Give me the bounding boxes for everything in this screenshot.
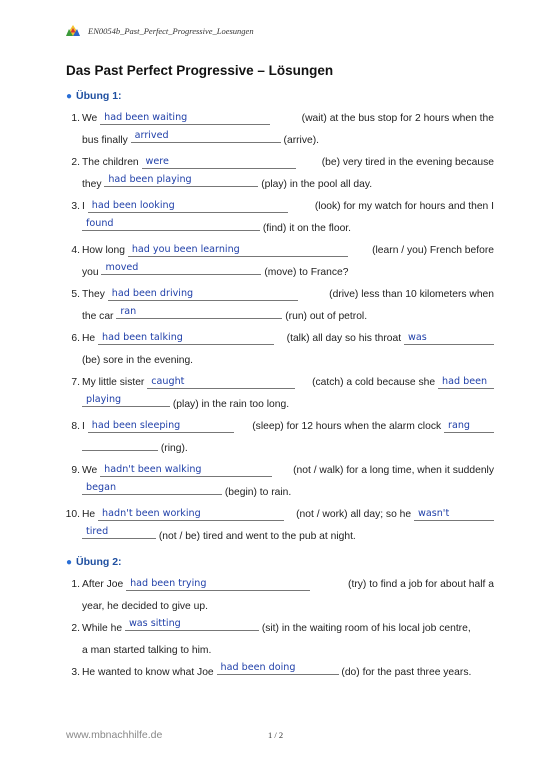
item-text: (not / walk) for a long time, when it suddenly [293, 465, 494, 476]
answer-blank[interactable]: moved [101, 261, 261, 275]
item-text: How long [82, 245, 125, 256]
footer-website: www.mbnachhilfe.de [66, 729, 163, 741]
answer-blank[interactable]: was [404, 331, 494, 345]
section-heading-uebung-1 [66, 90, 122, 102]
bullet-icon: ● [66, 90, 73, 102]
item-text: (ring). [160, 443, 188, 454]
answer-blank[interactable]: hadn't been working [98, 507, 284, 521]
exercise-item-6 [62, 328, 494, 372]
answer-blank[interactable]: had been playing [104, 173, 258, 187]
item-text: He [82, 509, 96, 520]
item-text: (find) it on the floor. [262, 223, 352, 234]
answer-blank[interactable]: had you been learning [128, 243, 348, 257]
item-text: We [82, 113, 98, 124]
exercise-item-1 [62, 108, 494, 152]
item-line [62, 196, 494, 218]
item-text: you [82, 267, 99, 278]
item-text: (talk) all day so his throat [286, 333, 402, 344]
item-text: (try) to find a job for about half a [348, 579, 494, 590]
answer-blank[interactable]: was sitting [125, 617, 259, 631]
answer-blank[interactable]: hadn't been walking [100, 463, 272, 477]
item-line [62, 174, 494, 196]
item-line [62, 438, 494, 460]
item-text: They [82, 289, 105, 300]
item-number: 7. [71, 377, 80, 388]
item-text: I [82, 421, 85, 432]
item-text: (sleep) for 12 hours when the alarm clock [252, 421, 442, 432]
item-text: The children [82, 157, 139, 168]
page-title: Das Past Perfect Progressive – Lösungen [66, 63, 334, 78]
item-line [62, 662, 494, 684]
answer-blank[interactable]: had been talking [98, 331, 274, 345]
item-text: (look) for my watch for hours and then I [314, 201, 494, 212]
answer-blank[interactable]: tired [82, 525, 156, 539]
item-text: We [82, 465, 98, 476]
item-text: (learn / you) French before [372, 245, 494, 256]
answer-blank[interactable]: ran [116, 305, 282, 319]
item-text: (play) in the rain too long. [172, 399, 290, 410]
item-text: (be) very tired in the evening because [321, 157, 494, 168]
answer-blank[interactable]: found [82, 217, 260, 231]
item-line [62, 152, 494, 174]
item-text: (play) in the pool all day. [261, 179, 373, 190]
item-line [62, 416, 494, 438]
item-text: year, he decided to give up. [82, 601, 208, 612]
item-line [62, 372, 494, 394]
item-line [62, 574, 494, 596]
item-text: I [82, 201, 85, 212]
answer-blank[interactable]: were [142, 155, 296, 169]
item-line [62, 640, 494, 662]
answer-blank[interactable]: caught [147, 375, 295, 389]
item-line [62, 108, 494, 130]
item-text: the car [82, 311, 114, 322]
answer-blank[interactable]: had been trying [126, 577, 310, 591]
item-line [62, 460, 494, 482]
item-number: 3. [71, 667, 80, 678]
item-text: (arrive). [283, 135, 320, 146]
item-text: (begin) to rain. [224, 487, 292, 498]
exercise-item-9 [62, 460, 494, 504]
answer-blank-empty[interactable] [82, 437, 158, 451]
item-text: (do) for the past three years. [341, 667, 472, 678]
item-text: (sit) in the waiting room of his local job centre, [261, 623, 471, 634]
answer-blank[interactable]: had been looking [88, 199, 288, 213]
item-text: My little sister [82, 377, 145, 388]
exercise-item-7 [62, 372, 494, 416]
item-text: (move) to France? [264, 267, 349, 278]
section-label: Übung 2: [76, 556, 122, 568]
item-text: bus finally [82, 135, 128, 146]
item-text: He wanted to know what Joe [82, 667, 214, 678]
exercise-item-4 [62, 240, 494, 284]
item-number: 1. [71, 579, 80, 590]
item-text: a man started talking to him. [82, 645, 212, 656]
item-number: 6. [71, 333, 80, 344]
item-line [62, 262, 494, 284]
answer-blank[interactable]: had been doing [217, 661, 339, 675]
exercise2-item-3 [62, 662, 494, 684]
item-text: (be) sore in the evening. [82, 355, 194, 366]
answer-blank[interactable]: had been [438, 375, 494, 389]
item-line [62, 596, 494, 618]
item-line [62, 504, 494, 526]
item-number: 8. [71, 421, 80, 432]
item-line [62, 240, 494, 262]
item-text: While he [82, 623, 123, 634]
item-text: (wait) at the bus stop for 2 hours when the [301, 113, 494, 124]
bullet-icon: ● [66, 556, 73, 568]
item-line [62, 284, 494, 306]
item-number: 3. [71, 201, 80, 212]
item-text: (not / work) all day; so he [296, 509, 412, 520]
item-text: He [82, 333, 96, 344]
item-line [62, 526, 494, 548]
item-line [62, 218, 494, 240]
item-number: 2. [71, 157, 80, 168]
answer-blank[interactable]: had been driving [108, 287, 298, 301]
exercise-item-5 [62, 284, 494, 328]
answer-blank[interactable]: wasn't [414, 507, 494, 521]
item-line [62, 306, 494, 328]
item-number: 2. [71, 623, 80, 634]
item-number: 10. [65, 509, 80, 520]
item-text: (catch) a cold because she [312, 377, 436, 388]
exercise2-item-2 [62, 618, 494, 662]
answer-blank[interactable]: playing [82, 393, 170, 407]
answer-blank[interactable]: arrived [131, 129, 281, 143]
section-label: Übung 1: [76, 90, 122, 102]
item-line [62, 350, 494, 372]
exercise-item-10 [62, 504, 494, 548]
item-number: 4. [71, 245, 80, 256]
exercise-item-2 [62, 152, 494, 196]
item-number: 1. [71, 113, 80, 124]
item-text: (drive) less than 10 kilometers when [329, 289, 494, 300]
item-text: After Joe [82, 579, 124, 590]
item-line [62, 328, 494, 350]
answer-blank[interactable]: rang [444, 419, 494, 433]
answer-blank[interactable]: began [82, 481, 222, 495]
section-heading-uebung-2 [66, 556, 122, 568]
exercise-item-3 [62, 196, 494, 240]
item-line [62, 618, 494, 640]
item-text: (not / be) tired and went to the pub at night. [158, 531, 356, 542]
item-text: (run) out of petrol. [285, 311, 368, 322]
exercise-item-8 [62, 416, 494, 460]
header-filename: EN0054b_Past_Perfect_Progressive_Loesungen [88, 26, 254, 36]
answer-blank[interactable]: had been sleeping [88, 419, 234, 433]
mb-logo-icon [66, 25, 80, 36]
item-text: they [82, 179, 102, 190]
item-number: 5. [71, 289, 80, 300]
exercise2-item-1 [62, 574, 494, 618]
item-line [62, 394, 494, 416]
item-line [62, 482, 494, 504]
item-number: 9. [71, 465, 80, 476]
answer-blank[interactable]: had been waiting [100, 111, 270, 125]
page-number: 1 / 2 [268, 730, 284, 740]
item-line [62, 130, 494, 152]
